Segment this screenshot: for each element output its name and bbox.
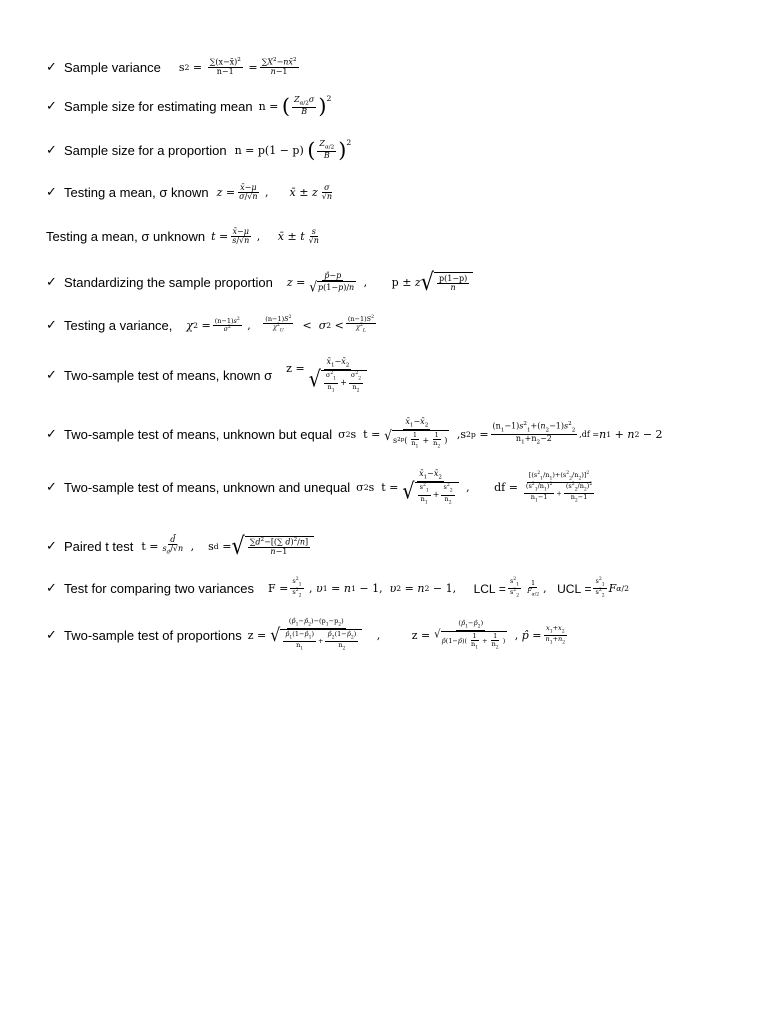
check-icon: ✓ (46, 368, 57, 384)
check-icon: ✓ (46, 627, 57, 643)
formula-label: Sample size for a proportion (64, 142, 227, 158)
formula-label: Two-sample test of proportions (64, 627, 242, 643)
formula-row-two-sample-unequal-var (46, 470, 600, 506)
check-icon: ✓ (46, 59, 57, 75)
formula-row-two-proportions (46, 618, 569, 652)
formula-label: Testing a mean, σ known (64, 185, 209, 201)
formula-label: Two-sample test of means, known σ (64, 368, 273, 384)
check-icon: ✓ (46, 185, 57, 201)
formula-expression: z = $x̄_1-x̄_2$ √ $\frac{\sigma^2_1}{n_1}$ + $\frac{\sigma^2_2}{n_2}$ (286, 358, 371, 394)
formula-label: Two-sample test of means, unknown and unequal (64, 480, 351, 496)
formula-label: Paired t test (64, 538, 134, 554)
formula-row-two-variances (46, 578, 629, 599)
formula-label: Test for comparing two variances (64, 581, 255, 597)
formula-label: Sample size for estimating mean (64, 98, 253, 114)
formula-expression: σ 2 s t = $x̄_1-x̄_2$ √ $\frac{s^2_1}{n_1}$ + $\frac{s^2_2}{n_2}$ , df = $[(s^2_1/n_1)+(s^2_2/n_2)]^2$ $\frac{(s^2_1/n_1)^2}{n_1-1}$ + $\frac{(s^2_2/n_2)^2}{n_2-1}$ (356, 469, 593, 505)
formula-label: Testing a variance, (64, 317, 173, 333)
formula-expression: t = $\frac{x̄-\mu}{s/√n}$ , x̄ ± t $\frac{s}{√n}$ (211, 227, 319, 246)
formula-label: Standardizing the sample proportion (64, 275, 273, 291)
formula-expression: σ 2 s t = $x̄_1-x̄_2$ √ s 2 p ( $\frac{1}{n_1}$ + $\frac{1}{n_2}$ ) ,s 2 p = $\frac{(n_1-1)s^2_1+(n_2-1)s^2_2}{n_1+n_2-2}$ ,df = n 1 + n 2 − 2 (338, 417, 663, 450)
formula-row-sample-variance (46, 58, 301, 76)
check-icon: ✓ (46, 275, 57, 291)
check-icon: ✓ (46, 317, 57, 333)
check-icon: ✓ (46, 426, 57, 442)
check-icon: ✓ (46, 98, 57, 114)
check-icon: ✓ (46, 142, 57, 158)
formula-expression: z = $(p̂_1-p̂_2)-(p_1-p_2)$ √ $\frac{p̂_1(1-p̂_1)}{n_1}$ + $\frac{p̂_2(1-p̂_2)}{n_2}$ , z = $(p̂_1-p̂_2)$ √ p̂ (1− p̂ )( $\frac{1}{n_1}$ + $\frac{1}{n_2}$ ) , p̂ = $\frac{x_1+x_2}{n_1+n_2}$ (247, 617, 566, 652)
formula-expression: n = p(1 − p) ( $\frac{Z_{\alpha/2}}{B}$ ) $^2$ (234, 137, 352, 162)
formula-expression: χ 2 = $\frac{(n-1)s^2}{\sigma^2}$ , $\frac{(n-1)S^2}{\chi^2_U}$ < σ 2 < $\frac{(n-1)S^2}{\chi^2_L}$ (186, 315, 375, 334)
formula-expression: F = $\frac{s^2_1}{s^2_2}$ , υ 1 = n 1 − 1, υ 2 = n 2 − 1, LCL = $\frac{s^2_1}{s^2_2}$ $\frac{1}{F_{\alpha/2}}$ , UCL = $\frac{s^2_1}{s^2_2}$ F α/2 (268, 577, 629, 599)
formula-row-standardize-proportion (46, 268, 473, 297)
check-icon: ✓ (46, 480, 57, 496)
formula-row-mean-unknown-sigma (46, 228, 323, 246)
formula-row-paired-t (46, 532, 314, 560)
formula-row-sample-size-proportion (46, 137, 352, 162)
check-icon: ✓ (46, 581, 57, 597)
formula-expression: n = ( $\frac{Z_{\alpha/2}\sigma}{B}$ ) $^2$ (258, 93, 332, 118)
formula-expression: z = $\frac{x̄-\mu}{\sigma/√n}$ , x̄ ± z $\frac{\sigma}{√n}$ (216, 183, 333, 202)
formula-row-two-sample-known-sigma (46, 358, 371, 394)
formula-label: Testing a mean, σ unknown (46, 229, 206, 245)
formula-expression: t = $\frac{d̄}{s_d/√n}$ , s d = √ $\frac{\sum d^2-[(\sum d)^2/n]}{n-1}$ (141, 536, 314, 557)
formula-expression: s 2 = $\frac{\sum(x-x̄)^2}{n-1}$ = $\frac{\sum X^2-nx̄^2}{n-1}$ (178, 57, 297, 77)
check-icon: ✓ (46, 538, 57, 554)
formula-expression: z = p̂−p √ p (1− p )/ n , p ± z √ $\frac{p(1-p)}{n}$ (287, 272, 473, 294)
formula-row-variance (46, 316, 378, 334)
formula-row-sample-size-mean (46, 93, 332, 118)
formula-label: Two-sample test of means, unknown but equal (64, 426, 333, 442)
formula-row-mean-known-sigma (46, 184, 336, 202)
formula-row-two-sample-equal-var (46, 418, 663, 450)
formula-label: Sample variance (64, 59, 161, 75)
